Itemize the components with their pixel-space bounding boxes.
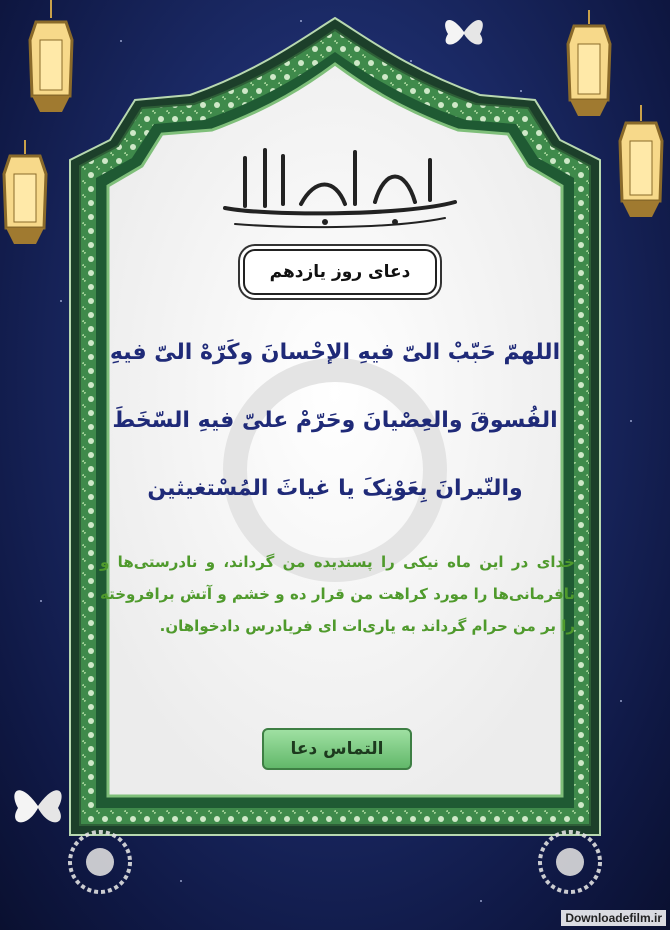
arabic-line-2: الفُسوقَ والعِصْیانَ وحَرّمْ علىّ فیهِ السّخَطَ [112, 408, 558, 433]
prayer-request-badge [262, 728, 412, 770]
butterfly-icon [8, 780, 68, 832]
arabic-line-1: اللهمّ حَبّبْ الىّ فیهِ الإحْسانَ وکَرّهْ الىّ فیهِ [109, 340, 561, 365]
lantern-icon [560, 10, 618, 120]
butterfly-icon [440, 12, 488, 52]
lantern-icon [612, 105, 670, 225]
badge-label: التماس دعا [290, 739, 384, 759]
arabic-line-3: والنّیرانَ بِعَوْنِکَ یا غیاثَ المُسْتغیثین [147, 476, 523, 501]
basmala-calligraphy [205, 138, 470, 230]
persian-translation: خدای در این ماه نیکی را پسندیده من گرداند، و نادرستی‌ها و نافرمانی‌ها را مورد کراهت من قرار ده و خشم و آتش برافروخته را بر من حرام گرداند به یاری‌ات ای فریادرس دادخواهان. [100, 553, 575, 635]
site-watermark: Downloadefilm.ir [561, 910, 666, 926]
day-title: دعای روز یازدهم [269, 262, 411, 282]
lantern-icon [22, 0, 80, 120]
day-title-box [243, 249, 437, 295]
lantern-icon [0, 140, 50, 250]
